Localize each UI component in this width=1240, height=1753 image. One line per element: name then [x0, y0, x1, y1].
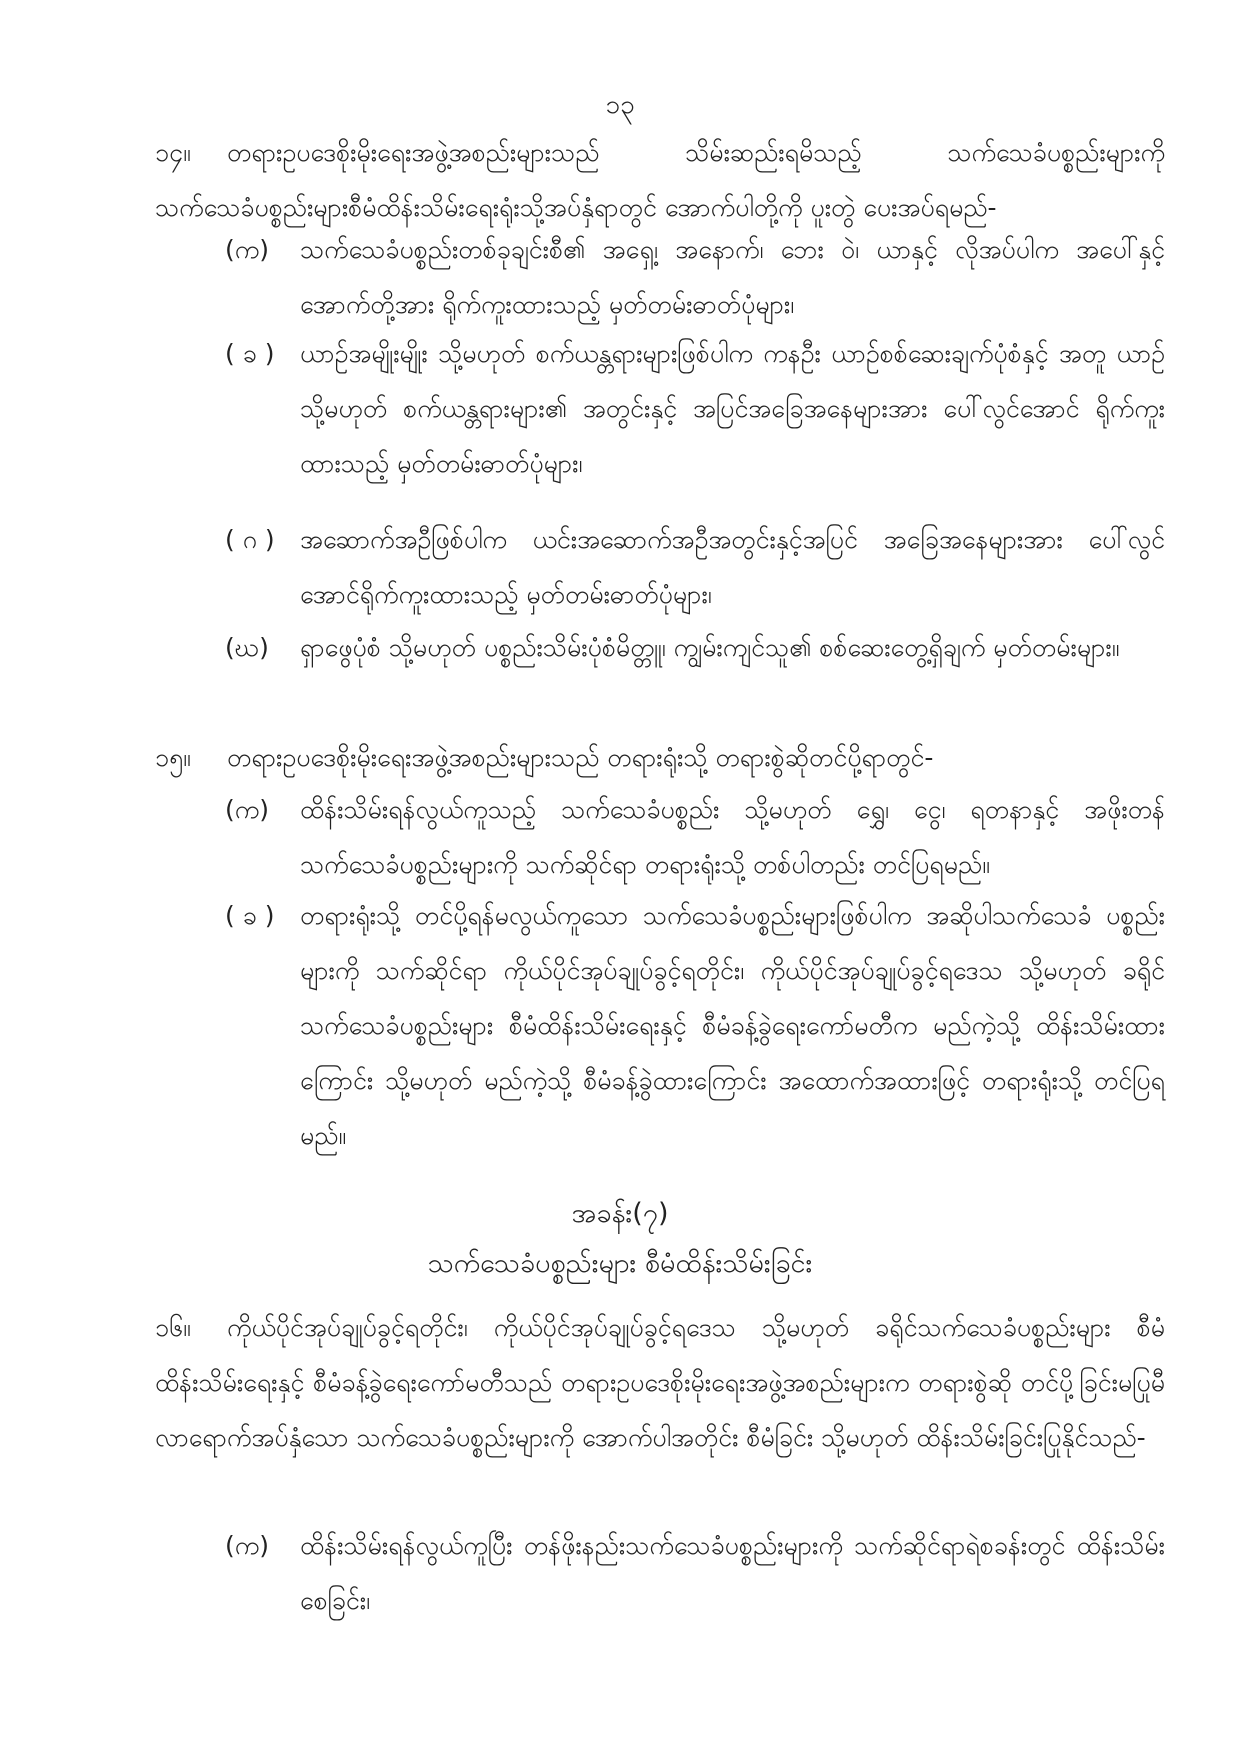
section-text: ကိုယ်ပိုင်အုပ်ချုပ်ခွင့်ရတိုင်း၊ ကိုယ်ပိုင်အုပ်ချုပ်ခွင့်ရဒေသ သို့မဟုတ် ခရိုင်သက်သေခံပစ္စည်းများ စီမံထိန်းသိမ်းရေးနှင့် စီမံခန့်ခွဲရေးကော်မတီသည် တရားဥပဒေစိုးမိုးရေးအဖွဲ့အစည်းများက တရားစွဲဆို တင်ပို့ခြင်းမပြုမီ လာရောက်အပ်နှံသော သက်သေခံပစ္စည်းများကို အောက်ပါအတိုင်း စီမံခြင်း သို့မဟုတ် ထိန်းသိမ်းခြင်းပြုနိုင်သည်- [155, 1313, 1165, 1452]
item-text: ထိန်းသိမ်းရန်လွယ်ကူပြီး တန်ဖိုးနည်းသက်သေခံပစ္စည်းများကို သက်ဆိုင်ရာရဲစခန်းတွင် ထိန်းသိမ်းစေခြင်း၊ [300, 1531, 1165, 1615]
section-14-item-gha [225, 620, 1165, 675]
section-text: တရားဥပဒေစိုးမိုးရေးအဖွဲ့အစည်းများသည် တရားရုံးသို့ တရားစွဲဆိုတင်ပို့ရာတွင်- [227, 743, 934, 772]
item-label: ( ခ ) [225, 901, 275, 930]
section-number: ၁၆။ [155, 1313, 191, 1342]
section-14-item-ga [225, 512, 1165, 622]
chapter-number: အခန်း(၇) [571, 1198, 669, 1229]
item-label: (ဃ) [225, 633, 269, 662]
item-text: ယာဉ်အမျိုးမျိုး သို့မဟုတ် စက်ယန္တရားများဖြစ်ပါက ကနဦး ယာဉ်စစ်ဆေးချက်ပုံစံနှင့် အတူ ယာဉ် သို့မဟုတ် စက်ယန္တရားများ၏ အတွင်းနှင့် အပြင်အခြေအနေများအား ပေါ်လွင်အောင် ရိုက်ကူးထားသည့် မှတ်တမ်းဓာတ်ပုံများ၊ [300, 339, 1165, 478]
section-15-item-kha [225, 888, 1165, 1163]
section-14-item-kha [225, 326, 1165, 491]
section-16-item-ka [225, 1518, 1165, 1628]
item-text: တရားရုံးသို့ တင်ပို့ရန်မလွယ်ကူသော သက်သေခံပစ္စည်းများဖြစ်ပါက အဆိုပါသက်သေခံ ပစ္စည်းများကို သက်ဆိုင်ရာ ကိုယ်ပိုင်အုပ်ချုပ်ခွင့်ရတိုင်း၊ ကိုယ်ပိုင်အုပ်ချုပ်ခွင့်ရဒေသ သို့မဟုတ် ခရိုင်သက်သေခံပစ္စည်းများ စီမံထိန်းသိမ်းရေးနှင့် စီမံခန့်ခွဲရေးကော်မတီက မည်ကဲ့သို့ ထိန်းသိမ်းထားကြောင်း သို့မဟုတ် မည်ကဲ့သို့ စီမံခန့်ခွဲထားကြောင်း အထောက်အထားဖြင့် တရားရုံးသို့ တင်ပြရမည်။ [300, 901, 1165, 1150]
item-label: (က) [225, 795, 269, 824]
section-14-item-ka [225, 222, 1165, 332]
section-15 [155, 730, 1165, 785]
item-label: ( ဂ ) [225, 525, 275, 554]
section-number: ၁၄။ [155, 138, 191, 167]
item-text: အဆောက်အဦဖြစ်ပါက ယင်းအဆောက်အဦအတွင်းနှင့်အပြင် အခြေအနေများအား ပေါ်လွင်အောင်ရိုက်ကူးထားသည့် မှတ်တမ်းဓာတ်ပုံများ၊ [300, 525, 1165, 609]
chapter-title: သက်သေခံပစ္စည်းများ စီမံထိန်းသိမ်းခြင်း [427, 1248, 813, 1279]
item-text: သက်သေခံပစ္စည်းတစ်ခုချင်းစီ၏ အရှေ့၊ အနောက်၊ ဘေး ဝဲ၊ ယာနှင့် လိုအပ်ပါက အပေါ်နှင့် အောက်တို့အား ရိုက်ကူးထားသည့် မှတ်တမ်းဓာတ်ပုံများ၊ [300, 235, 1165, 319]
section-text: တရားဥပဒေစိုးမိုးရေးအဖွဲ့အစည်းများသည် သိမ်းဆည်းရမိသည့် သက်သေခံပစ္စည်းများကို သက်သေခံပစ္စည်းများစီမံထိန်းသိမ်းရေးရုံးသို့အပ်နှံရာတွင် အောက်ပါတို့ကို ပူးတွဲ ပေးအပ်ရမည်- [155, 138, 1165, 222]
section-16 [155, 1300, 1165, 1465]
item-label: (က) [225, 235, 269, 264]
item-label: ( ခ ) [225, 339, 275, 368]
section-number: ၁၅။ [155, 743, 191, 772]
item-text: ရှာဖွေပုံစံ သို့မဟုတ် ပစ္စည်းသိမ်းပုံစံမိတ္တူ၊ ကျွမ်းကျင်သူ၏ စစ်ဆေးတွေ့ရှိချက် မှတ်တမ်းများ။ [300, 633, 1120, 662]
item-text: ထိန်းသိမ်းရန်လွယ်ကူသည့် သက်သေခံပစ္စည်း သို့မဟုတ် ရွှေ၊ ငွေ၊ ရတနာနှင့် အဖိုးတန် သက်သေခံပစ္စည်းများကို သက်ဆိုင်ရာ တရားရုံးသို့ တစ်ပါတည်း တင်ပြရမည်။ [300, 795, 1165, 879]
section-15-item-ka [225, 782, 1165, 892]
item-label: (က) [225, 1531, 269, 1560]
section-14 [155, 125, 1165, 235]
page-number: ၁၃ [605, 90, 635, 120]
